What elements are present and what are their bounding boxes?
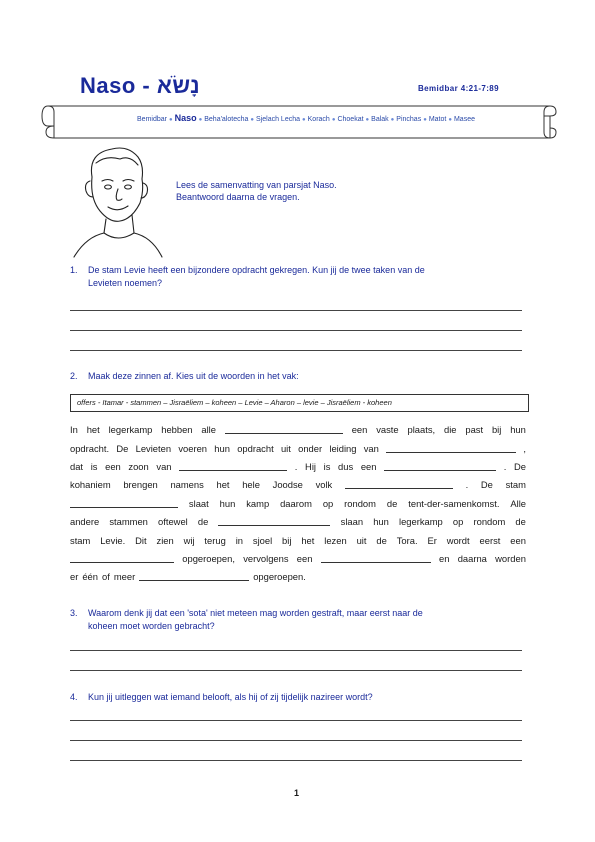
question-4: 4. Kun jij uitleggen wat iemand belooft, als hij of zij tijdelijk nazireer wordt? xyxy=(70,692,373,702)
cloze-word: Er xyxy=(427,535,437,546)
parasha-link[interactable]: Naso xyxy=(174,113,197,123)
answer-line[interactable] xyxy=(70,650,522,651)
cloze-word: stammen xyxy=(109,516,148,527)
answer-line[interactable] xyxy=(70,310,522,311)
parasha-link[interactable]: Matot xyxy=(428,116,447,123)
cloze-word: andere xyxy=(70,516,100,527)
cloze-word: De xyxy=(514,461,526,472)
nav-separator-icon: ● xyxy=(365,117,370,123)
cloze-line-3 xyxy=(70,461,526,472)
cloze-word: is xyxy=(323,461,331,472)
cloze-word: de xyxy=(386,498,398,509)
cloze-word: plaats, xyxy=(407,424,436,435)
cloze-word: uit xyxy=(356,535,367,546)
cloze-word: één xyxy=(82,571,98,582)
boy-illustration-icon xyxy=(66,143,166,259)
cloze-word: legerkamp xyxy=(108,424,153,435)
cloze-word: bij xyxy=(491,424,502,435)
parasha-link[interactable]: Bemidbar xyxy=(137,116,167,123)
cloze-word: de xyxy=(197,516,209,527)
question-3: 3. Waarom denk jij dat een 'sota' niet meteen mag worden gestraft, maar eerst naar de xyxy=(70,608,423,618)
cloze-word: een xyxy=(360,461,377,472)
cloze-word: rondom xyxy=(344,498,376,509)
blank-field[interactable] xyxy=(225,424,343,434)
answer-line[interactable] xyxy=(70,720,522,721)
parasha-link[interactable]: Masee xyxy=(453,116,475,123)
cloze-word: zoon xyxy=(128,461,149,472)
cloze-word: De xyxy=(116,443,129,454)
cloze-word: daarom xyxy=(280,498,312,509)
nav-separator-icon: ● xyxy=(302,117,306,123)
cloze-word: kohaniem xyxy=(70,479,111,490)
cloze-word: het xyxy=(301,535,315,546)
cloze-line-1 xyxy=(70,424,526,435)
cloze-word: alle xyxy=(201,424,216,435)
blank-field[interactable] xyxy=(345,479,453,489)
cloze-word: op xyxy=(322,498,334,509)
nav-separator-icon: ● xyxy=(198,117,203,123)
blank-field[interactable] xyxy=(70,553,174,563)
answer-line[interactable] xyxy=(70,740,522,741)
question-3-cont: koheen moet worden gebracht? xyxy=(88,621,215,631)
nav-separator-icon: ● xyxy=(331,117,336,123)
cloze-word: dus xyxy=(338,461,354,472)
blank-field[interactable] xyxy=(384,461,496,471)
cloze-word: stam xyxy=(70,535,91,546)
answer-line[interactable] xyxy=(70,670,522,671)
cloze-word: eerst xyxy=(479,535,501,546)
cloze-word: het xyxy=(86,424,100,435)
cloze-word: bij xyxy=(282,535,292,546)
cloze-word: terug xyxy=(204,535,226,546)
parashot-nav xyxy=(96,113,516,123)
cloze-word: . xyxy=(294,461,298,472)
cloze-word: opdracht. xyxy=(70,443,110,454)
cloze-word: slaat xyxy=(188,498,209,509)
blank-field[interactable] xyxy=(386,443,516,453)
word-box xyxy=(70,394,529,412)
cloze-word: of xyxy=(102,571,110,582)
cloze-line-9 xyxy=(70,571,526,582)
cloze-word: opgeroepen, xyxy=(182,553,235,564)
cloze-word: en xyxy=(438,553,450,564)
cloze-word: Hij xyxy=(305,461,316,472)
cloze-line-7 xyxy=(70,535,526,546)
question-2: 2. Maak deze zinnen af. Kies uit de woorden in het vak: xyxy=(70,371,299,381)
cloze-word: kamp xyxy=(246,498,270,509)
cloze-line-4 xyxy=(70,479,526,490)
parasha-link[interactable]: Korach xyxy=(307,116,330,123)
intro-line-1: Lees de samenvatting van parsjat Naso. xyxy=(176,180,337,190)
cloze-word: meer xyxy=(113,571,136,582)
cloze-word: het xyxy=(216,479,230,490)
cloze-line-2 xyxy=(70,443,526,454)
cloze-word: een xyxy=(296,553,313,564)
cloze-word: opdracht xyxy=(237,443,274,454)
torah-reference: Bemidbar 4:21-7:89 xyxy=(418,84,500,93)
answer-line[interactable] xyxy=(70,330,522,331)
cloze-line-8 xyxy=(70,553,526,564)
cloze-word: een xyxy=(510,535,526,546)
blank-field[interactable] xyxy=(179,461,287,471)
cloze-word: Tora. xyxy=(396,535,418,546)
cloze-word: rondom xyxy=(473,516,506,527)
nav-separator-icon: ● xyxy=(250,117,255,123)
cloze-word: onder xyxy=(298,443,323,454)
cloze-word: is xyxy=(90,461,98,472)
cloze-word: , xyxy=(523,443,526,454)
parasha-link[interactable]: Pinchas xyxy=(396,116,422,123)
cloze-word: de xyxy=(515,516,526,527)
cloze-word: van xyxy=(363,443,379,454)
page-number: 1 xyxy=(294,788,300,798)
cloze-word: een xyxy=(105,461,121,472)
answer-line[interactable] xyxy=(70,760,522,761)
cloze-word: vaste xyxy=(376,424,399,435)
cloze-word: tent-der-samenkomst. xyxy=(408,498,500,509)
cloze-word: van xyxy=(156,461,172,472)
cloze-word: slaan xyxy=(340,516,364,527)
parasha-link[interactable]: Beha'alotecha xyxy=(204,116,249,123)
cloze-word: hun xyxy=(373,516,389,527)
parasha-link[interactable]: Balak xyxy=(371,116,389,123)
cloze-word: lezen xyxy=(324,535,347,546)
blank-field[interactable] xyxy=(218,516,330,526)
blank-field[interactable] xyxy=(321,553,431,563)
cloze-word: worden xyxy=(495,553,526,564)
cloze-word: in xyxy=(235,535,243,546)
cloze-line-6 xyxy=(70,516,526,527)
answer-line[interactable] xyxy=(70,350,522,351)
cloze-word: voeren xyxy=(178,443,207,454)
cloze-word: hun xyxy=(214,443,230,454)
cloze-word: vervolgens xyxy=(243,553,289,564)
word-box-text: offers - Itamar - stammen – Jisraëliem – koheen – Levie – Aharon – levie – Jisraëliem - koheen xyxy=(77,398,392,407)
cloze-word: leiding xyxy=(329,443,357,454)
cloze-word: hebben xyxy=(161,424,193,435)
cloze-word: Levieten xyxy=(135,443,172,454)
cloze-word: hun xyxy=(219,498,236,509)
cloze-word: oftewel xyxy=(158,516,188,527)
cloze-word: een xyxy=(351,424,368,435)
cloze-word: legerkamp xyxy=(398,516,443,527)
cloze-word: daarna xyxy=(457,553,487,564)
cloze-word: wordt xyxy=(446,535,470,546)
cloze-word: hele xyxy=(242,479,260,490)
cloze-word: Levie. xyxy=(100,535,126,546)
cloze-word: namens xyxy=(170,479,204,490)
cloze-word: Joodse xyxy=(272,479,303,490)
intro-line-2: Beantwoord daarna de vragen. xyxy=(176,192,300,202)
cloze-word: . xyxy=(465,479,469,490)
cloze-word: uit xyxy=(280,443,291,454)
cloze-word: De xyxy=(480,479,493,490)
blank-field[interactable] xyxy=(70,498,178,508)
page-title: Naso - נָשֹׂא xyxy=(80,73,201,98)
parasha-link[interactable]: Sjelach Lecha xyxy=(256,116,301,123)
cloze-word: sjoel xyxy=(252,535,273,546)
cloze-word: . xyxy=(503,461,507,472)
nav-separator-icon: ● xyxy=(448,117,452,123)
cloze-word: past xyxy=(465,424,484,435)
cloze-word: de xyxy=(376,535,387,546)
blank-field[interactable] xyxy=(139,571,249,581)
question-1-cont: Levieten noemen? xyxy=(88,278,163,288)
cloze-word: Dit xyxy=(135,535,147,546)
question-1: 1. De stam Levie heeft een bijzondere opdracht gekregen. Kun jij de twee taken van de xyxy=(70,265,425,275)
cloze-word: Alle xyxy=(510,498,526,509)
cloze-word: volk xyxy=(315,479,333,490)
cloze-word: zien xyxy=(156,535,174,546)
cloze-word: In xyxy=(70,424,78,435)
cloze-word: hun xyxy=(510,424,526,435)
nav-separator-icon: ● xyxy=(390,117,395,123)
cloze-word: wij xyxy=(183,535,195,546)
cloze-word: die xyxy=(443,424,457,435)
nav-separator-icon: ● xyxy=(423,117,427,123)
cloze-word: stam xyxy=(505,479,526,490)
cloze-word: brengen xyxy=(123,479,158,490)
cloze-word: dat xyxy=(70,461,84,472)
parasha-link[interactable]: Choekat xyxy=(337,116,364,123)
nav-separator-icon: ● xyxy=(168,117,173,123)
cloze-word: er xyxy=(70,571,79,582)
cloze-word: opgeroepen. xyxy=(253,571,306,582)
cloze-line-5 xyxy=(70,498,526,509)
cloze-word: op xyxy=(452,516,464,527)
